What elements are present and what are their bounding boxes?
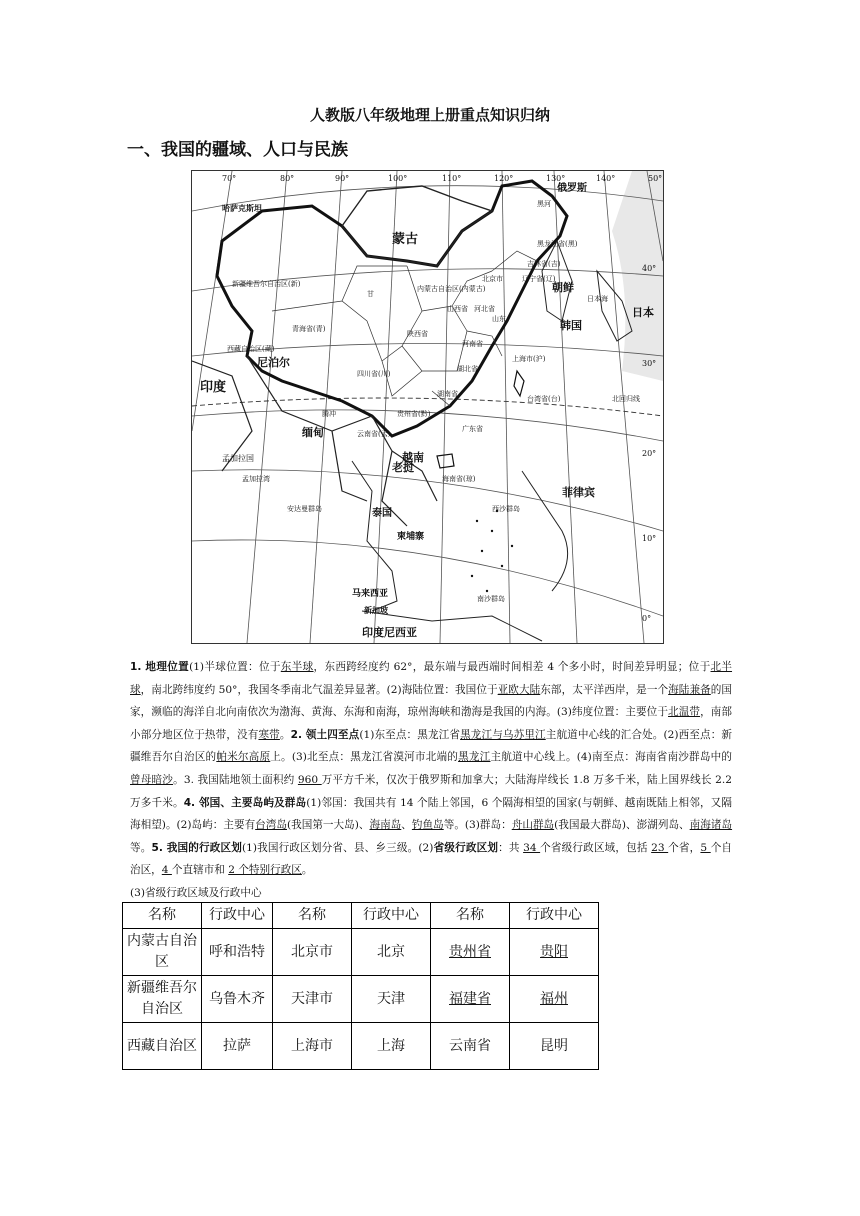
country-label: 孟加拉国 bbox=[222, 454, 254, 463]
table-cell bbox=[202, 929, 273, 976]
place-label: 腾冲 bbox=[322, 410, 336, 418]
text-run: ：共 bbox=[498, 841, 524, 854]
region-label: 海南省(琼) bbox=[442, 475, 476, 483]
region-label: 河北省 bbox=[474, 305, 495, 313]
table-header: 行政中心 bbox=[352, 903, 431, 929]
key-term: 海陆兼备 bbox=[668, 683, 711, 696]
text-run: 个自治区， bbox=[130, 841, 733, 877]
lon-label: 110° bbox=[442, 174, 462, 183]
table-cell-text: 贵阳 bbox=[540, 943, 568, 960]
lon-label: 120° bbox=[494, 174, 514, 183]
place-label: 日本海 bbox=[587, 295, 608, 303]
country-label: 印度尼西亚 bbox=[362, 626, 417, 639]
text-run: 2. 领土四至点 bbox=[290, 728, 360, 741]
country-label: 新加坡 bbox=[364, 605, 388, 615]
text-run: (1)半球位置：位于 bbox=[189, 661, 281, 673]
text-run: 上。(3)北至点：黑龙江省漠河市北端的 bbox=[270, 751, 459, 764]
table-cell bbox=[431, 929, 510, 976]
key-term: 北半球 bbox=[130, 661, 733, 696]
text-run: 东部，太平洋西岸，是一个 bbox=[540, 683, 669, 696]
table-cell bbox=[510, 976, 599, 1023]
key-term: 黑龙江 bbox=[458, 751, 491, 764]
region-label: 山西省 bbox=[447, 305, 468, 313]
table-cell-text: 天津 bbox=[377, 990, 405, 1007]
table-cell-text: 上海 bbox=[377, 1037, 405, 1054]
text-run: 。 bbox=[301, 864, 313, 877]
table-header: 行政中心 bbox=[202, 903, 273, 929]
lon-label: 140° bbox=[596, 174, 616, 183]
region-label: 云南省(云) bbox=[357, 430, 391, 438]
key-term: 2 个特别行政区 bbox=[228, 864, 302, 877]
knowledge-paragraph bbox=[130, 656, 732, 905]
region-label: 湖南省 bbox=[437, 390, 458, 398]
key-term: 23 bbox=[651, 841, 669, 854]
place-label: 安达曼群岛 bbox=[287, 505, 322, 513]
country-label: 马来西亚 bbox=[352, 589, 389, 599]
place-label: 孟加拉湾 bbox=[242, 475, 270, 483]
table-cell-text: 西藏自治区 bbox=[127, 1037, 197, 1054]
region-label: 四川省(川) bbox=[357, 370, 391, 378]
key-term: 5 bbox=[700, 841, 711, 854]
country-label: 尼泊尔 bbox=[257, 356, 290, 369]
text-run: 的国家，濒临的海洋自北向南依次为渤海、黄海、东海和南海，琼州海峡和渤海是我国的内海。(3)纬度位置：主要位于 bbox=[130, 683, 733, 719]
table-cell-text: 福州 bbox=[540, 990, 568, 1007]
table-cell bbox=[352, 976, 431, 1023]
lon-label: 70° bbox=[222, 174, 237, 183]
section-heading: 一、我国的疆域、人口与民族 bbox=[127, 140, 348, 160]
key-term: 东半球 bbox=[280, 661, 314, 673]
table-header: 名称 bbox=[431, 903, 510, 929]
table-cell bbox=[431, 976, 510, 1023]
lat-label: 30° bbox=[642, 359, 657, 368]
country-label: 缅甸 bbox=[302, 426, 324, 439]
text-run: (1)邻国：我国共有 14 个陆上邻国，6 个隔海相望的国家(与朝鲜、越南既陆上相邻，又隔海相望)。(2)岛屿：主要有 bbox=[130, 796, 733, 832]
text-run: 1. 地理位置 bbox=[130, 661, 190, 673]
country-label: 菲律宾 bbox=[562, 486, 595, 499]
table-cell bbox=[273, 929, 352, 976]
text-run: 个省， bbox=[668, 841, 701, 854]
text-run: 个省级行政区域，包括 bbox=[540, 841, 652, 854]
region-label: 河南省 bbox=[462, 340, 483, 348]
key-term: 海南岛 bbox=[369, 819, 402, 832]
region-label: 陕西省 bbox=[407, 330, 428, 338]
region-label: 内蒙古自治区(内蒙古) bbox=[417, 285, 486, 293]
text-run: (1)东至点：黑龙江省 bbox=[359, 728, 461, 741]
table-cell-text: 北京市 bbox=[291, 943, 333, 960]
lon-label: 80° bbox=[280, 174, 295, 183]
table-cell-text: 福建省 bbox=[449, 990, 491, 1007]
table-cell bbox=[273, 976, 352, 1023]
table-cell-text: 新疆维吾尔自治区 bbox=[127, 980, 197, 1017]
key-term: 34 bbox=[523, 841, 541, 854]
text-run: 、 bbox=[401, 819, 412, 832]
country-label: 蒙古 bbox=[392, 232, 419, 247]
text-run: (我国第一大岛)、 bbox=[286, 819, 370, 832]
table-header: 名称 bbox=[123, 903, 202, 929]
table-cell bbox=[431, 1023, 510, 1070]
place-label: 黑河 bbox=[537, 200, 551, 208]
place-label: 西沙群岛 bbox=[492, 505, 520, 513]
table-cell-text: 拉萨 bbox=[223, 1037, 251, 1054]
country-label: 韩国 bbox=[560, 319, 582, 332]
region-label: 山东 bbox=[492, 315, 506, 323]
text-run: 等。(3)群岛： bbox=[443, 819, 512, 832]
text-run: 等。 bbox=[130, 841, 152, 854]
table-cell-text: 上海市 bbox=[291, 1037, 333, 1054]
table-cell bbox=[202, 1023, 273, 1070]
table-header: 名称 bbox=[273, 903, 352, 929]
country-label: 柬埔寨 bbox=[397, 532, 425, 542]
table-cell-text: 呼和浩特 bbox=[209, 943, 265, 960]
country-label: 俄罗斯 bbox=[557, 183, 587, 194]
lon-label: 100° bbox=[388, 174, 408, 183]
text-run: 主航道中心线的汇合处。(2)西至点：新疆维吾尔自治区的 bbox=[130, 728, 733, 764]
place-label: 南沙群岛 bbox=[477, 595, 505, 603]
table-cell-text: 北京 bbox=[377, 943, 405, 960]
table-cell bbox=[123, 1023, 202, 1070]
region-label: 台湾省(台) bbox=[527, 395, 561, 403]
region-label: 辽宁省(辽) bbox=[522, 275, 556, 283]
table-cell bbox=[273, 1023, 352, 1070]
region-label: 上海市(沪) bbox=[512, 355, 546, 363]
key-term: 南海诸岛 bbox=[689, 819, 733, 832]
region-label: 湖北省 bbox=[457, 365, 478, 373]
document-title: 人教版八年级地理上册重点知识归纳 bbox=[309, 106, 550, 124]
table-cell bbox=[510, 1023, 599, 1070]
key-term: 帕米尔高原 bbox=[216, 751, 271, 764]
key-term: 钓鱼岛 bbox=[411, 819, 444, 832]
text-run: 省级行政区划 bbox=[433, 841, 499, 854]
china-administrative-map bbox=[191, 170, 664, 644]
key-term: 960 bbox=[297, 773, 322, 786]
text-run: 5. 我国的行政区划 bbox=[151, 841, 242, 854]
region-label: 新疆维吾尔自治区(新) bbox=[232, 280, 301, 288]
country-label: 印度 bbox=[200, 380, 227, 395]
country-label: 老挝 bbox=[392, 461, 414, 474]
lat-label: 0° bbox=[642, 614, 652, 623]
text-run: ，南部小部分地区位于热带，没有 bbox=[130, 706, 733, 741]
region-label: 广东省 bbox=[462, 425, 483, 433]
lon-label: 90° bbox=[335, 174, 350, 183]
table-row bbox=[123, 976, 599, 1023]
table-cell-text: 昆明 bbox=[540, 1037, 568, 1054]
table-caption: (3)省级行政区域及行政中心 bbox=[130, 886, 262, 899]
lon-label: 50° bbox=[648, 174, 663, 183]
key-term: 亚欧大陆 bbox=[497, 683, 541, 696]
lat-label: 40° bbox=[642, 264, 657, 273]
country-label: 泰国 bbox=[372, 508, 392, 519]
key-term: 北温带 bbox=[668, 706, 701, 719]
region-label: 北京市 bbox=[482, 275, 503, 283]
table-header-row bbox=[123, 903, 599, 929]
table-row bbox=[123, 929, 599, 976]
country-label: 日本 bbox=[632, 306, 654, 319]
text-run: (我国最大群岛)、澎湖列岛、 bbox=[554, 819, 690, 832]
table-cell-text: 贵州省 bbox=[449, 943, 491, 960]
table-cell-text: 天津市 bbox=[291, 990, 333, 1007]
key-term: 曾母暗沙 bbox=[130, 773, 174, 786]
table-cell bbox=[352, 1023, 431, 1070]
text-run: 主航道中心线上。(4)南至点：海南省南沙群岛中的 bbox=[490, 751, 733, 764]
text-run: ，东西跨经度约 62°，最东端与最西端时间相差 4 个多小时，时间差异明显；位于 bbox=[313, 661, 711, 673]
country-label: 越南 bbox=[402, 451, 424, 464]
text-run: ，南北跨纬度约 50°，我国冬季南北气温差异显著。(2)海陆位置：我国位于 bbox=[140, 683, 498, 696]
lat-label: 20° bbox=[642, 449, 657, 458]
table-row bbox=[123, 1023, 599, 1070]
region-label: 贵州省(黔) bbox=[397, 410, 431, 418]
lon-label: 130° bbox=[546, 174, 566, 183]
lat-label: 10° bbox=[642, 534, 657, 543]
table-cell bbox=[352, 929, 431, 976]
key-term: 舟山群岛 bbox=[511, 819, 555, 832]
place-label: 北回归线 bbox=[612, 395, 640, 403]
region-label: 甘 bbox=[367, 290, 374, 298]
text-run: 。 bbox=[279, 728, 291, 741]
key-term: 台湾岛 bbox=[255, 819, 287, 832]
key-term: 4 bbox=[161, 864, 172, 877]
region-label: 西藏自治区(藏) bbox=[227, 345, 275, 353]
table-cell bbox=[123, 929, 202, 976]
table-cell-text: 乌鲁木齐 bbox=[209, 990, 265, 1007]
text-run: 4. 邻国、主要岛屿及群岛 bbox=[183, 796, 307, 809]
table-cell bbox=[510, 929, 599, 976]
table-cell-text: 云南省 bbox=[449, 1037, 491, 1054]
key-term: 黑龙江与乌苏里江 bbox=[460, 728, 546, 741]
table-cell-text: 内蒙古自治区 bbox=[127, 933, 197, 970]
table-cell bbox=[123, 976, 202, 1023]
region-label: 黑龙江省(黑) bbox=[537, 240, 578, 248]
provincial-capitals-table bbox=[122, 902, 599, 1070]
text-run: (1)我国行政区划分省、县、乡三级。(2) bbox=[242, 841, 434, 854]
country-label: 哈萨克斯坦 bbox=[222, 203, 262, 213]
table-header: 行政中心 bbox=[510, 903, 599, 929]
text-run: 个直辖市和 bbox=[171, 864, 229, 877]
country-label: 朝鲜 bbox=[552, 281, 574, 294]
text-run: 万平方千米，仅次于俄罗斯和加拿大；大陆海岸线长 1.8 万多千米，陆上国界线长 2.2 万多千米。 bbox=[130, 773, 733, 809]
text-run: 。3. 我国陆地领土面积约 bbox=[173, 773, 298, 786]
region-label: 吉林省(吉) bbox=[527, 260, 561, 268]
table-cell bbox=[202, 976, 273, 1023]
key-term: 寒带 bbox=[258, 728, 280, 741]
region-label: 青海省(青) bbox=[292, 325, 326, 333]
